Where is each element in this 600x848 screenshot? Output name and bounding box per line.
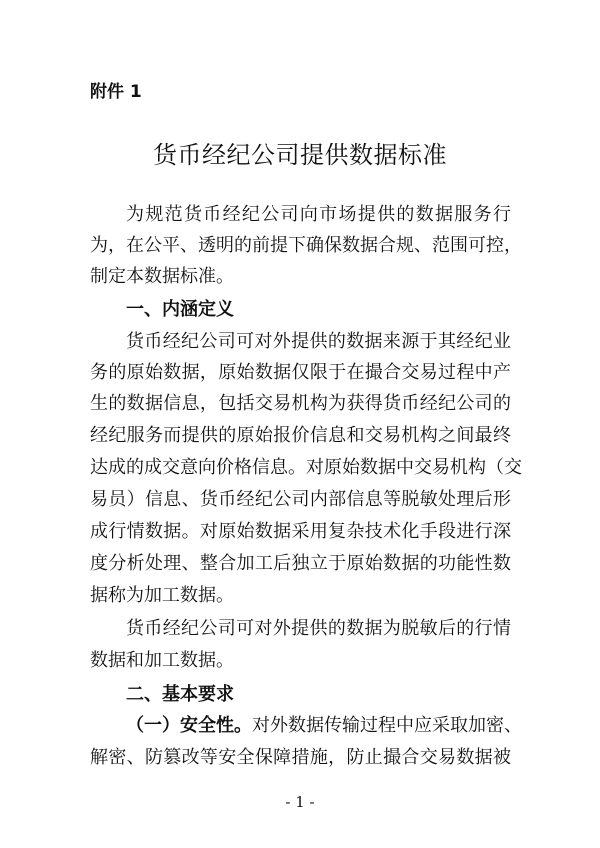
- sub-heading: （一）安全性。: [126, 715, 252, 736]
- paragraph-line: 解密、防篡改等安全保障措施，防止撮合交易数据被: [90, 747, 511, 768]
- paragraph-line: 数据和加工数据。: [90, 650, 234, 671]
- paragraph-line: [126, 714, 522, 738]
- paragraph-line: 达成的成交意向价格信息。对原始数据中交易机构（交: [90, 457, 522, 478]
- paragraph-line: 货币经纪公司可对外提供的数据为脱敏后的行情: [126, 618, 511, 639]
- paragraph-line: 经纪服务而提供的原始报价信息和交易机构之间最终: [90, 425, 511, 446]
- paragraph-line: 货币经纪公司可对外提供的数据来源于其经纪业: [126, 331, 511, 352]
- intro-line: 为规范货币经纪公司向市场提供的数据服务行: [126, 204, 511, 225]
- intro-line: 为，在公平、透明的前提下确保数据合规、范围可控，: [90, 235, 522, 256]
- paragraph-line: 成行情数据。对原始数据采用复杂技术化手段进行深: [90, 521, 511, 542]
- paragraph-line: 易员）信息、货币经纪公司内部信息等脱敏处理后形: [90, 489, 511, 510]
- paragraph-line: 据称为加工数据。: [90, 585, 234, 606]
- paragraph-line: 务的原始数据，原始数据仅限于在撮合交易过程中产: [90, 362, 511, 383]
- attachment-label: 附件 1: [90, 82, 142, 102]
- document-title: 货币经纪公司提供数据标准: [153, 141, 447, 169]
- intro-line: 制定本数据标准。: [90, 266, 234, 287]
- section-heading: 一、内涵定义: [126, 299, 234, 320]
- paragraph-line: 生的数据信息，包括交易机构为获得货币经纪公司的: [90, 393, 511, 414]
- paragraph-line: 度分析处理、整合加工后独立于原始数据的功能性数: [90, 553, 511, 574]
- sub-heading-text: 对外数据传输过程中应采取加密、: [252, 715, 522, 736]
- section-heading: 二、基本要求: [126, 684, 234, 705]
- page-number: - 1 -: [285, 793, 315, 811]
